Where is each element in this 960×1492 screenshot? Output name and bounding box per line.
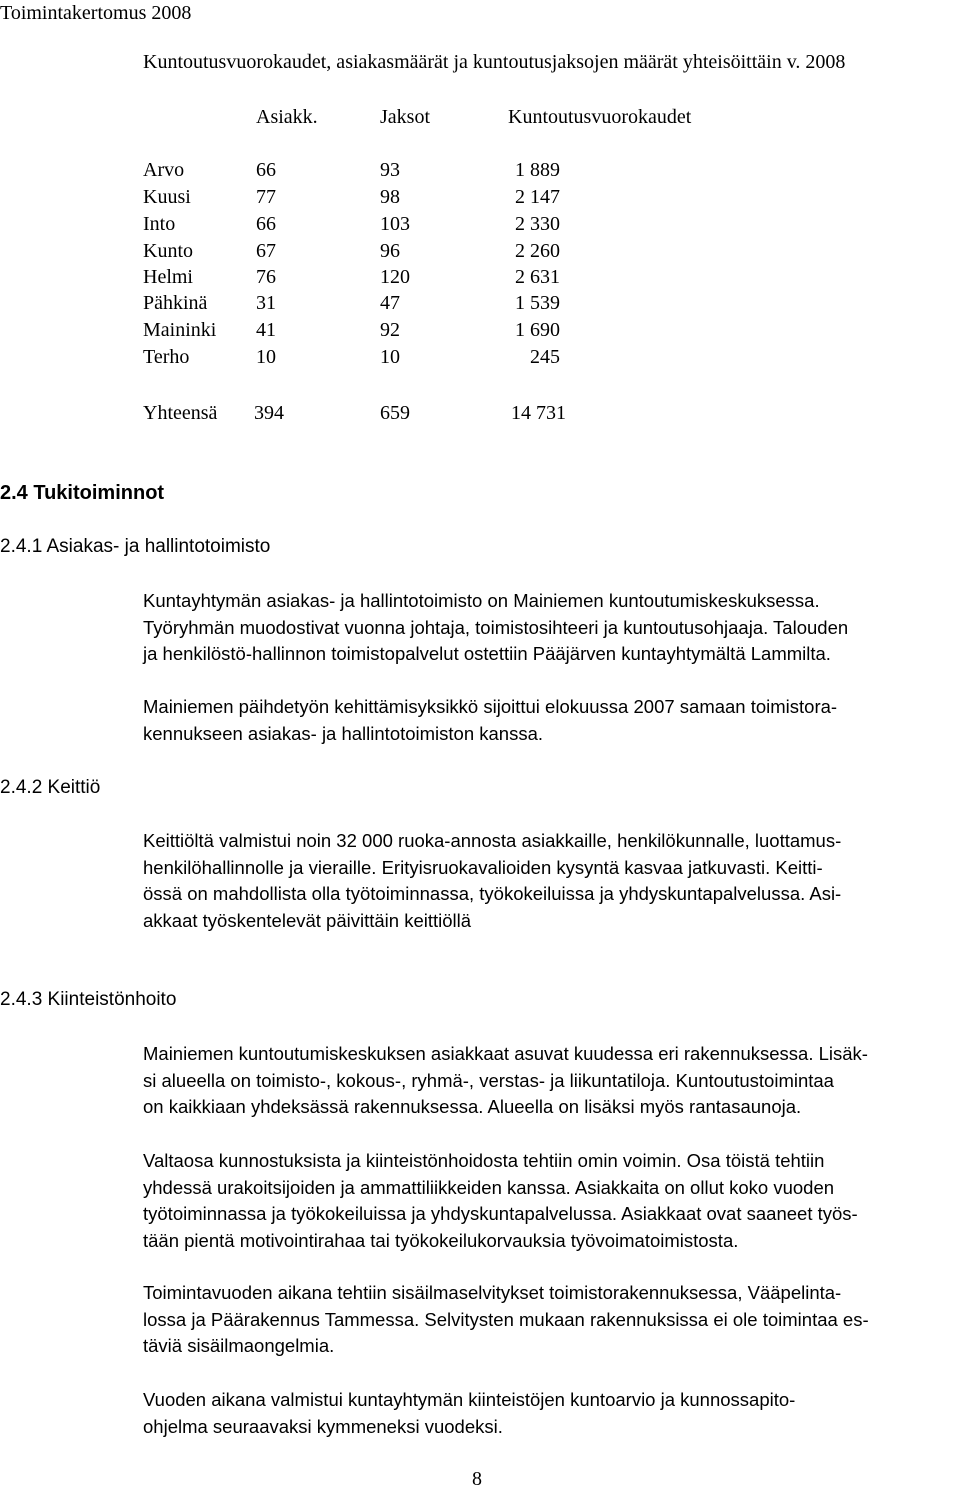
table-row: [0, 290, 960, 316]
subsection-heading-asiakas-hallintotoimisto: 2.4.1 Asiakas- ja hallintotoimisto: [0, 536, 271, 557]
row-name: Kuusi: [143, 186, 191, 208]
row-jaksot: 98: [380, 186, 400, 208]
row-vuorokaudet: 1 889: [515, 159, 560, 181]
row-vuorokaudet: 2 631: [515, 266, 560, 288]
paragraph: [143, 1387, 958, 1440]
row-name: Pähkinä: [143, 292, 208, 314]
paragraph-line: Valtaosa kunnostuksista ja kiinteistönhoidosta tehtiin omin voimin. Osa töistä tehtiin: [143, 1150, 825, 1171]
row-jaksot: 120: [380, 266, 410, 288]
row-jaksot: 92: [380, 319, 400, 341]
paragraph: [143, 828, 958, 934]
row-asiakk: 66: [256, 213, 276, 235]
page-number: 8: [472, 1468, 482, 1490]
row-name: Into: [143, 213, 176, 235]
paragraph-line: si alueella on toimisto-, kokous-, ryhmä-, verstas- ja liikuntatiloja. Kuntoutustoimintaa: [143, 1069, 834, 1091]
paragraph: [143, 1041, 958, 1121]
paragraph: [143, 1280, 958, 1360]
table-row: [0, 264, 960, 290]
paragraph: [143, 1148, 958, 1254]
row-asiakk: 66: [256, 159, 276, 181]
row-jaksot: 96: [380, 240, 400, 262]
row-name: Maininki: [143, 319, 217, 341]
paragraph-line: Työryhmän muodostivat vuonna johtaja, toimistosihteeri ja kuntoutusohjaaja. Talouden: [143, 616, 849, 638]
table-row: [0, 157, 960, 183]
paragraph-line: työtoiminnassa ja työkokeiluissa ja yhdyskuntapalvelussa. Asiakkaat ovat saaneet työs-: [143, 1203, 858, 1224]
paragraph-line: on kaikkiaan yhdeksässä rakennuksessa. Alueella on lisäksi myös rantasaunoja.: [143, 1096, 802, 1117]
row-jaksot: 103: [380, 213, 410, 235]
paragraph-line: täviä sisäilmaongelmia.: [143, 1335, 335, 1356]
row-asiakk: 67: [256, 240, 276, 262]
paragraph-line: yhdessä urakoitsijoiden ja ammattiliikkeiden kanssa. Asiakkaita on ollut koko vuoden: [143, 1176, 835, 1198]
section-heading-tukitoiminnot: 2.4 Tukitoiminnot: [0, 482, 165, 504]
paragraph-line: kennukseen asiakas- ja hallintotoimiston kanssa.: [143, 722, 544, 744]
row-name: Arvo: [143, 159, 185, 181]
paragraph-line: Toimintavuoden aikana tehtiin sisäilmaselvitykset toimistorakennuksessa, Vääpelinta-: [143, 1282, 842, 1303]
paragraph-line: ohjelma seuraavaksi kymmeneksi vuodeksi.: [143, 1415, 503, 1437]
total-jaksot: 659: [380, 402, 410, 424]
paragraph-line: össä on mahdollista olla työtoiminnassa, työkokeiluissa ja yhdyskuntapalvelussa. Asi-: [143, 883, 842, 904]
table-row: [0, 344, 960, 370]
paragraph: [143, 694, 958, 747]
row-asiakk: 10: [256, 346, 276, 368]
row-name: Terho: [143, 346, 190, 368]
paragraph-line: tään pientä motivointirahaa tai työkokeilukorvauksia työvoimatoimistosta.: [143, 1229, 739, 1251]
paragraph-line: Mainiemen päihdetyön kehittämisyksikkö sijoittui elokuussa 2007 samaan toimistora-: [143, 696, 838, 717]
table-row: [0, 184, 960, 210]
paragraph-line: Mainiemen kuntoutumiskeskuksen asiakkaat asuvat kuudessa eri rakennuksessa. Lisäk-: [143, 1043, 868, 1064]
column-header-jaksot: Jaksot: [380, 106, 430, 128]
paragraph-line: Vuoden aikana valmistui kuntayhtymän kiinteistöjen kuntoarvio ja kunnossapito-: [143, 1389, 796, 1410]
row-name: Kunto: [143, 240, 193, 262]
table-row: [0, 211, 960, 237]
total-label: Yhteensä: [143, 402, 218, 424]
column-header-kuntoutusvuorokaudet: Kuntoutusvuorokaudet: [508, 106, 692, 128]
total-asiakk: 394: [254, 402, 284, 424]
paragraph-line: akkaat työskentelevät päivittäin keittiöllä: [143, 909, 472, 931]
table-caption: Kuntoutusvuorokaudet, asiakasmäärät ja kuntoutusjaksojen määrät yhteisöittäin v. 2008: [143, 51, 846, 73]
subsection-heading-kiinteistonhoito: 2.4.3 Kiinteistönhoito: [0, 989, 177, 1010]
paragraph: [143, 588, 958, 668]
column-header-asiakk: Asiakk.: [256, 106, 318, 128]
table-row: [0, 317, 960, 343]
subsection-heading-keittio: 2.4.2 Keittiö: [0, 777, 101, 798]
table-row: [0, 238, 960, 264]
row-jaksot: 10: [380, 346, 400, 368]
table-total-row: [0, 400, 960, 426]
paragraph-line: henkilöhallinnolle ja vieraille. Erityisruokavalioiden kysyntä kasvaa jatkuvasti. Keitti-: [143, 856, 823, 878]
row-jaksot: 93: [380, 159, 400, 181]
paragraph-line: ja henkilöstö-hallinnon toimistopalvelut ostettiin Pääjärven kuntayhtymältä Lammilta.: [143, 643, 831, 664]
row-vuorokaudet: 2 260: [515, 240, 560, 262]
row-vuorokaudet: 2 147: [515, 186, 560, 208]
row-asiakk: 76: [256, 266, 276, 288]
paragraph-line: Keittiöltä valmistui noin 32 000 ruoka-annosta asiakkaille, henkilökunnalle, luottamus-: [143, 830, 842, 851]
row-vuorokaudet: 1 539: [515, 292, 560, 314]
row-asiakk: 77: [256, 186, 276, 208]
row-vuorokaudet: 1 690: [515, 319, 560, 341]
row-vuorokaudet: 2 330: [515, 213, 560, 235]
paragraph-line: lossa ja Päärakennus Tammessa. Selvitysten mukaan rakennuksissa ei ole toimintaa es-: [143, 1308, 869, 1330]
row-name: Helmi: [143, 266, 193, 288]
row-asiakk: 41: [256, 319, 276, 341]
paragraph-line: Kuntayhtymän asiakas- ja hallintotoimisto on Mainiemen kuntoutumiskeskuksessa.: [143, 590, 820, 611]
row-vuorokaudet: 245: [530, 346, 560, 368]
row-jaksot: 47: [380, 292, 400, 314]
row-asiakk: 31: [256, 292, 276, 314]
document-header-title: Toimintakertomus 2008: [0, 2, 192, 24]
total-vuorokaudet: 14 731: [511, 402, 566, 424]
